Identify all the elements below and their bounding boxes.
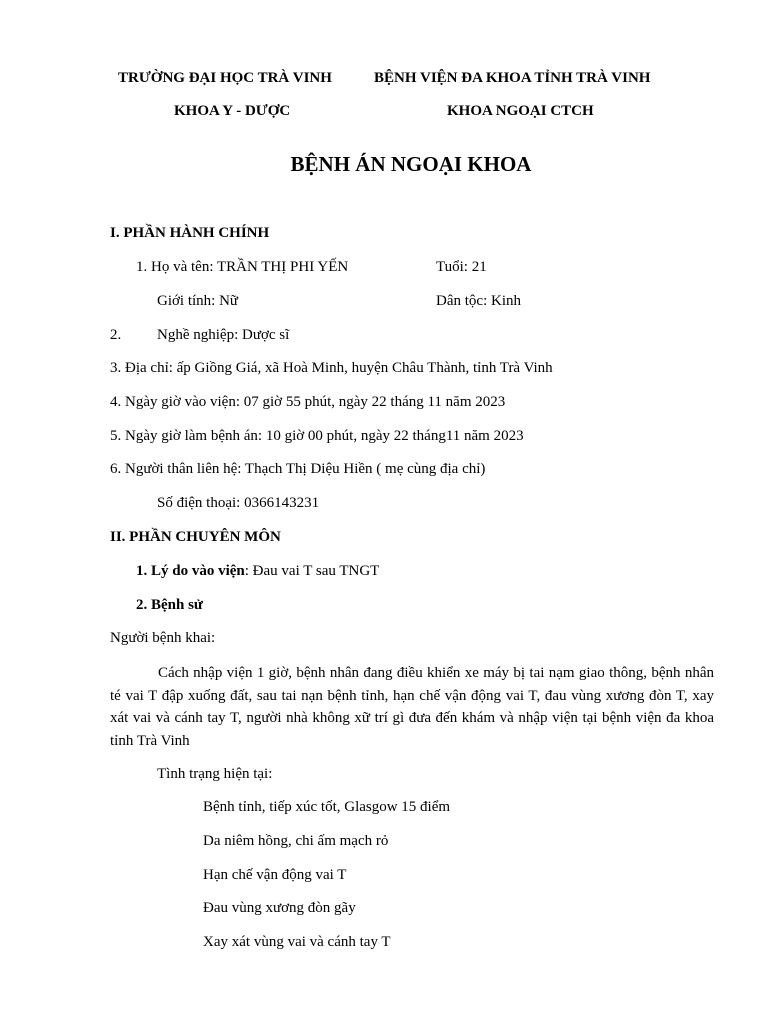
occupation-number: 2. — [110, 327, 122, 343]
patient-gender: Giới tính: Nữ — [157, 293, 239, 309]
patient-occupation: Nghề nghiệp: Dược sĩ — [157, 327, 290, 343]
document-title: BỆNH ÁN NGOẠI KHOA — [290, 152, 532, 176]
history-heading: 2. Bệnh sử — [136, 597, 203, 613]
status-item: Hạn chế vận động vai T — [203, 867, 347, 883]
patient-ethnicity: Dân tộc: Kinh — [436, 293, 521, 309]
status-item: Da niêm hồng, chi ấm mạch rỏ — [203, 833, 389, 849]
section-2-heading: II. PHẦN CHUYÊN MÔN — [110, 529, 281, 545]
history-paragraph-text: Cách nhập viện 1 giờ, bệnh nhân đang điều khiển xe máy bị tai nạm giao thông, bệnh nhân té vai T đập xuống đất, sau tai nạn bệnh tỉnh, hạn chế vận động vai T, đau vùng xương đòn T, xay xát vai và cánh tay T, người nhà không xữ trí gì đưa đến khám và nhập viện tại bệnh viện đa khoa tỉnh Trà Vinh — [110, 665, 714, 749]
admission-time: 4. Ngày giờ vào viện: 07 giờ 55 phút, ngày 22 tháng 11 năm 2023 — [110, 394, 506, 410]
contact-phone: Số điện thoại: 0366143231 — [157, 495, 320, 511]
header-hospital: BỆNH VIỆN ĐA KHOA TỈNH TRÀ VINH — [374, 70, 651, 86]
section-1-heading: I. PHẦN HÀNH CHÍNH — [110, 225, 270, 241]
admission-reason-value: : Đau vai T sau TNGT — [244, 563, 380, 579]
patient-name: 1. Họ và tên: TRẦN THỊ PHI YẾN — [136, 259, 349, 275]
admission-reason-label: 1. Lý do vào viện — [136, 563, 245, 579]
status-item: Đau vùng xương đòn gãy — [203, 900, 356, 916]
history-paragraph — [110, 662, 714, 752]
header-university: TRƯỜNG ĐẠI HỌC TRÀ VINH — [118, 70, 332, 86]
relative-contact: 6. Người thân liên hệ: Thạch Thị Diệu Hiền ( mẹ cùng địa chỉ) — [110, 461, 486, 477]
patient-address: 3. Địa chỉ: ấp Giồng Giá, xã Hoà Minh, huyện Châu Thành, tỉnh Trà Vinh — [110, 360, 553, 376]
status-item: Xay xát vùng vai và cánh tay T — [203, 934, 391, 950]
current-status-label: Tình trạng hiện tại: — [157, 766, 273, 782]
header-department: KHOA NGOẠI CTCH — [447, 103, 594, 119]
admission-reason — [136, 561, 379, 581]
patient-age: Tuổi: 21 — [436, 259, 487, 275]
record-time: 5. Ngày giờ làm bệnh án: 10 giờ 00 phút, ngày 22 tháng11 năm 2023 — [110, 428, 524, 444]
patient-statement-label: Người bệnh khai: — [110, 630, 216, 646]
header-faculty: KHOA Y - DƯỢC — [174, 103, 291, 119]
status-item: Bệnh tỉnh, tiếp xúc tốt, Glasgow 15 điểm — [203, 799, 451, 815]
